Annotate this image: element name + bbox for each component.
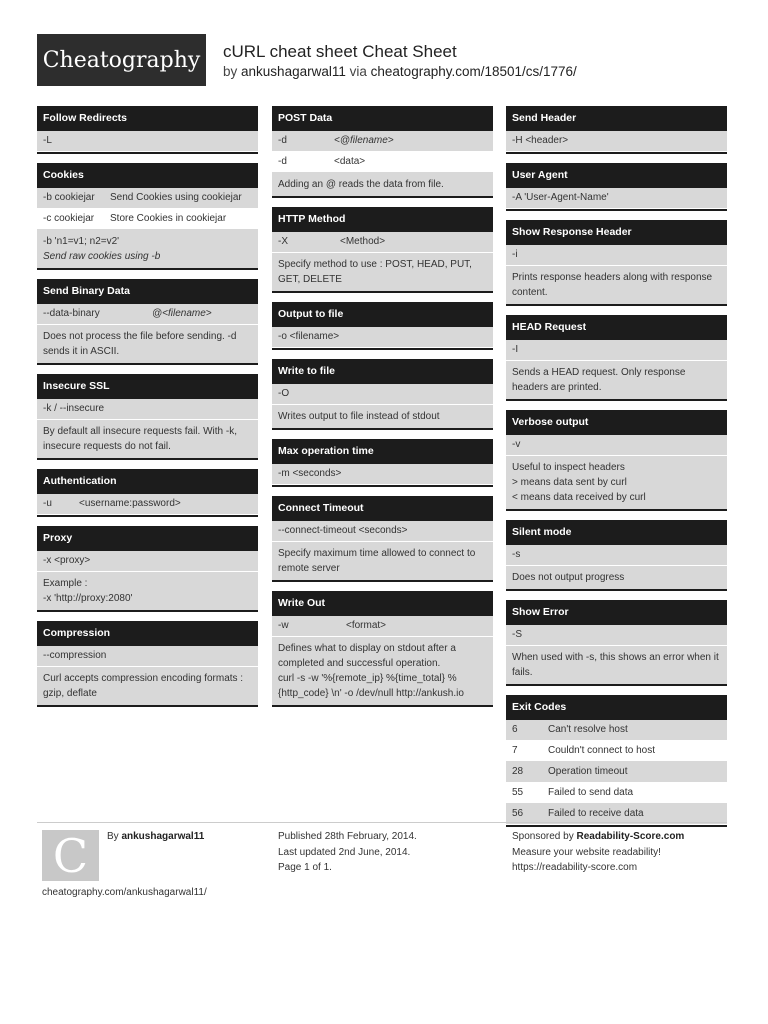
command-row (272, 152, 493, 173)
column-middle (272, 106, 493, 716)
card-title: Authentication (37, 469, 258, 494)
command-row (506, 435, 727, 456)
command-row (506, 245, 727, 266)
command-row (506, 741, 727, 762)
card-user-agent (506, 163, 727, 211)
author-avatar[interactable] (42, 830, 99, 881)
command-description: <@filename> (334, 135, 394, 146)
card-title: Compression (37, 621, 258, 646)
card-output-to-file (272, 302, 493, 350)
command-flag: -u (43, 498, 52, 509)
card-show-response-header (506, 220, 727, 306)
command-row (506, 131, 727, 152)
command-flag: -c cookiejar (43, 213, 95, 224)
card-write-to-file (272, 359, 493, 430)
note-line: Specify maximum time allowed to connect to (278, 548, 476, 559)
card-title: Write Out (272, 591, 493, 616)
command-row (506, 188, 727, 209)
footer-by-label: By (107, 831, 119, 842)
card-title: HTTP Method (272, 207, 493, 232)
card-title: Send Binary Data (37, 279, 258, 304)
note-line: Sends a HEAD request. Only response (512, 367, 686, 378)
card-note (272, 405, 493, 428)
note-line: insecure requests do not fail. (43, 441, 171, 452)
command-flag: --compression (43, 650, 107, 661)
card-note (506, 646, 727, 684)
card-authentication (37, 469, 258, 517)
card-title: Cookies (37, 163, 258, 188)
command-row (272, 131, 493, 152)
command-flag: -i (512, 249, 518, 260)
footer-profile-url[interactable]: cheatography.com/ankushagarwal11/ (42, 887, 207, 898)
card-note (272, 253, 493, 291)
command-flag: -L (43, 135, 52, 146)
command-flag: --data-binary (43, 308, 100, 319)
command-row (37, 131, 258, 152)
card-proxy (37, 526, 258, 612)
command-flag: --connect-timeout <seconds> (278, 525, 408, 536)
updated-date: Last updated 2nd June, 2014. (278, 846, 411, 858)
command-description: <Method> (340, 236, 386, 247)
note-line: Specify method to use : POST, HEAD, PUT, (278, 259, 472, 270)
card-title: Exit Codes (506, 695, 727, 720)
card-connect-timeout (272, 496, 493, 582)
command-flag: -o <filename> (278, 331, 340, 342)
command-description: <data> (334, 156, 366, 167)
card-note (272, 637, 493, 705)
command-flag: -d (278, 156, 287, 167)
card-post-data (272, 106, 493, 198)
note-line: fails. (512, 667, 533, 678)
note-line: Does not process the file before sending. -d (43, 331, 237, 342)
command-row (506, 762, 727, 783)
note-line: Defines what to display on stdout after a (278, 643, 456, 654)
note-italic-line: Send raw cookies using -b (43, 251, 161, 262)
command-description: @<filename> (152, 308, 212, 319)
card-title: User Agent (506, 163, 727, 188)
page-header (37, 34, 727, 86)
note-line: gzip, deflate (43, 688, 97, 699)
command-flag: -I (512, 344, 519, 355)
card-note (37, 667, 258, 705)
card-note (272, 542, 493, 580)
note-line: < means data received by curl (512, 492, 646, 503)
note-line: remote server (278, 563, 340, 574)
command-row (506, 545, 727, 566)
logo-text: Cheatography (42, 47, 201, 73)
command-flag: -O (278, 388, 290, 399)
note-line: completed and successful operation. (278, 658, 441, 669)
card-send-binary-data (37, 279, 258, 365)
command-flag: -m <seconds> (278, 468, 342, 479)
command-row (272, 232, 493, 253)
card-title: Insecure SSL (37, 374, 258, 399)
avatar-letter: C (52, 828, 89, 883)
command-flag: 55 (512, 787, 524, 798)
via-label: via (349, 64, 367, 79)
note-line: Adding an @ reads the data from file. (278, 179, 444, 190)
by-label: by (223, 64, 238, 79)
footer-sponsor (512, 829, 684, 876)
card-send-header (506, 106, 727, 154)
card-title: Follow Redirects (37, 106, 258, 131)
command-flag: 28 (512, 766, 524, 777)
card-show-error (506, 600, 727, 686)
published-date: Published 28th February, 2014. (278, 831, 417, 842)
note-line: GET, DELETE (278, 274, 342, 285)
command-row (506, 625, 727, 646)
card-title: Proxy (37, 526, 258, 551)
command-flag: -d (278, 135, 287, 146)
command-row (272, 464, 493, 485)
sheet-url-link[interactable]: cheatography.com/18501/cs/1776/ (370, 64, 577, 79)
sponsor-url-link[interactable]: https://readability-score.com (512, 862, 638, 873)
column-right (506, 106, 727, 836)
note-line: headers are printed. (512, 382, 602, 393)
command-flag: -X (278, 236, 288, 247)
command-row (37, 494, 258, 515)
command-row (37, 646, 258, 667)
card-title: Verbose output (506, 410, 727, 435)
card-title: Output to file (272, 302, 493, 327)
card-cookies (37, 163, 258, 270)
footer-author-link[interactable]: ankushagarwal11 (121, 831, 205, 842)
card-note (37, 420, 258, 458)
command-description: Can't resolve host (548, 724, 628, 735)
card-note (37, 572, 258, 610)
note-line: sends it in ASCII. (43, 346, 120, 357)
command-row (37, 188, 258, 209)
card-silent-mode (506, 520, 727, 591)
card-title: Silent mode (506, 520, 727, 545)
page-footer (37, 822, 727, 903)
note-line: Prints response headers along with response (512, 272, 713, 283)
command-flag: -H <header> (512, 135, 569, 146)
card-insecure-ssl (37, 374, 258, 460)
command-flag: -w (278, 620, 289, 631)
card-note (506, 266, 727, 304)
command-description: Operation timeout (548, 766, 628, 777)
page-subtitle (223, 64, 577, 79)
note-line: Does not output progress (512, 572, 625, 583)
card-title: Show Error (506, 600, 727, 625)
card-title: HEAD Request (506, 315, 727, 340)
note-line: {http_code} \n' -o /dev/null http://ankush.io (278, 688, 464, 699)
command-row (37, 304, 258, 325)
card-title: Send Header (506, 106, 727, 131)
page-number: Page 1 of 1. (278, 862, 332, 873)
sponsor-link[interactable]: Readability-Score.com (576, 831, 685, 842)
command-flag: -x <proxy> (43, 555, 91, 566)
card-note (506, 566, 727, 589)
note-line: Curl accepts compression encoding formats : (43, 673, 244, 684)
command-row (37, 209, 258, 230)
note-line: Useful to inspect headers (512, 462, 625, 473)
author-link[interactable]: ankushagarwal11 (241, 64, 346, 79)
command-row (272, 616, 493, 637)
card-title: Write to file (272, 359, 493, 384)
card-http-method (272, 207, 493, 293)
card-title: POST Data (272, 106, 493, 131)
command-flag: -k / --insecure (43, 403, 105, 414)
footer-author (107, 829, 204, 845)
command-flag: -A 'User-Agent-Name' (512, 192, 609, 203)
card-note (272, 173, 493, 196)
card-compression (37, 621, 258, 707)
command-description: Couldn't connect to host (548, 745, 655, 756)
command-description: <username:password> (79, 498, 181, 509)
command-description: Send Cookies using cookiejar (110, 192, 242, 203)
note-line: When used with -s, this shows an error when it (512, 652, 719, 663)
card-title: Connect Timeout (272, 496, 493, 521)
note-line: -x 'http://proxy:2080' (43, 593, 133, 604)
command-row (506, 720, 727, 741)
note-line: content. (512, 287, 548, 298)
command-flag: -v (512, 439, 521, 450)
card-follow-redirects (37, 106, 258, 154)
command-flag: -b cookiejar (43, 192, 95, 203)
card-write-out (272, 591, 493, 707)
command-row (272, 327, 493, 348)
command-description: Failed to send data (548, 787, 634, 798)
note-line: > means data sent by curl (512, 477, 627, 488)
command-row (37, 551, 258, 572)
card-title: Show Response Header (506, 220, 727, 245)
sponsor-label: Sponsored by (512, 831, 574, 842)
column-left (37, 106, 258, 716)
command-description: Failed to receive data (548, 808, 644, 819)
sponsor-tagline: Measure your website readability! (512, 846, 661, 858)
command-row (37, 399, 258, 420)
command-flag: -s (512, 549, 521, 560)
command-row (506, 340, 727, 361)
command-flag: 56 (512, 808, 524, 819)
card-head-request (506, 315, 727, 401)
cheatography-logo[interactable] (37, 34, 206, 86)
command-flag: 6 (512, 724, 518, 735)
card-note (506, 456, 727, 509)
card-note (506, 361, 727, 399)
card-verbose-output (506, 410, 727, 511)
command-description: <format> (346, 620, 387, 631)
note-line: -b 'n1=v1; n2=v2' (43, 236, 120, 247)
card-exit-codes (506, 695, 727, 827)
command-row (506, 783, 727, 804)
card-note (37, 230, 258, 268)
footer-dates (278, 829, 417, 876)
page-title: cURL cheat sheet Cheat Sheet (223, 42, 457, 61)
note-line: Example : (43, 578, 88, 589)
command-row (272, 521, 493, 542)
note-line: Writes output to file instead of stdout (278, 411, 440, 422)
command-flag: 7 (512, 745, 518, 756)
command-row (272, 384, 493, 405)
command-flag: -S (512, 629, 522, 640)
note-line: By default all insecure requests fail. With -k, (43, 426, 237, 437)
note-line: curl -s -w '%{remote_ip} %{time_total} % (278, 673, 457, 684)
command-description: Store Cookies in cookiejar (110, 213, 227, 224)
card-note (37, 325, 258, 363)
card-max-operation-time (272, 439, 493, 487)
card-title: Max operation time (272, 439, 493, 464)
